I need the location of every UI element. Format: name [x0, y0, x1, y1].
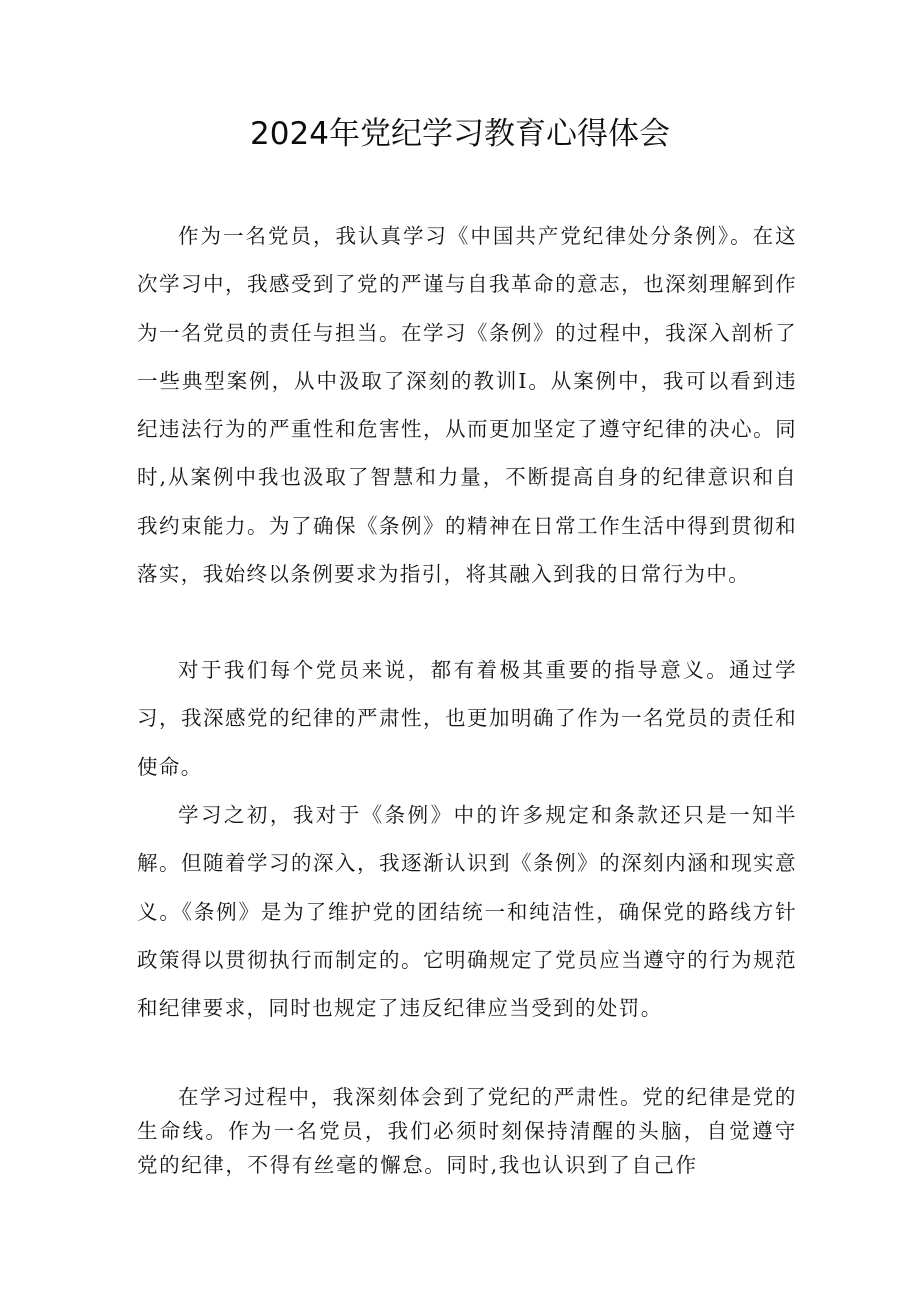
document-title: 2024年党纪学习教育心得体会	[250, 116, 670, 152]
paragraph-3: 学习之初，我对于《条例》中的许多规定和条款还只是一知半解。但随着学习的深入，我逐渐认识到《条例》的深刻内涵和现实意义。《条例》是为了维护党的团结统一和纯洁性，确保党的路线方针政策得以贯彻执行而制定的。它明确规定了党员应当遵守的行为规范和纪律要求，同时也规定了违反纪律应当受到的处罚。	[137, 803, 797, 1021]
paragraph-2: 对于我们每个党员来说，都有着极其重要的指导意义。通过学习，我深感党的纪律的严肃性，也更加明确了作为一名党员的责任和使命。	[137, 658, 797, 779]
paragraph-1: 作为一名党员，我认真学习《中国共产党纪律处分条例》。在这次学习中，我感受到了党的严谨与自我革命的意志，也深刻理解到作为一名党员的责任与担当。在学习《条例》的过程中，我深入剖析了一些典型案例，从中汲取了深刻的教训I。从案例中，我可以看到违纪违法行为的严重性和危害性，从而更加坚定了遵守纪律的决心。同时,从案例中我也汲取了智慧和力量，不断提高自身的纪律意识和自我约束能力。为了确保《条例》的精神在日常工作生活中得到贯彻和落实，我始终以条例要求为指引，将其融入到我的日常行为中。	[137, 224, 797, 587]
paragraph-4: 在学习过程中，我深刻体会到了党纪的严肃性。党的纪律是党的生命线。作为一名党员，我们必须时刻保持清醒的头脑，自觉遵守党的纪律，不得有丝毫的懈怠。同时,我也认识到了自己作	[137, 1085, 797, 1177]
